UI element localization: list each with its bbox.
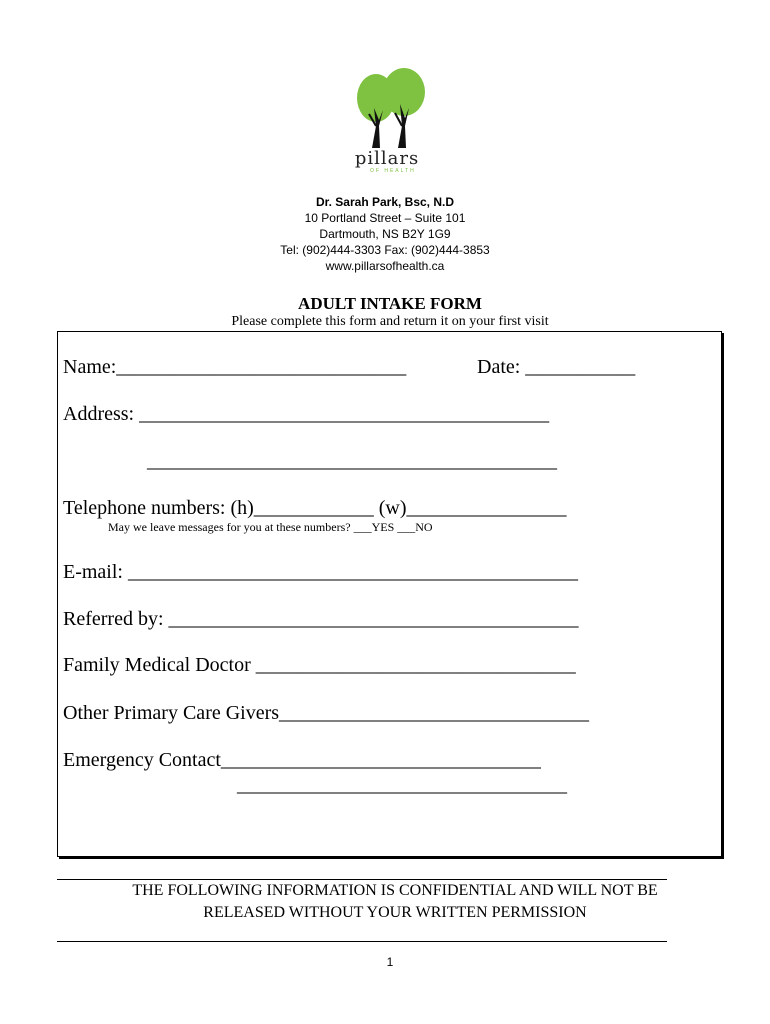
emergency-contact-field[interactable]: Emergency Contact________________________________ bbox=[63, 749, 541, 771]
form-subtitle: Please complete this form and return it on your first visit bbox=[231, 314, 549, 329]
logo-tagline: OF HEALTH bbox=[370, 168, 416, 174]
date-field[interactable]: Date: ___________ bbox=[477, 356, 636, 378]
phone-fax: Tel: (902)444-3303 Fax: (902)444-3853 bbox=[280, 243, 490, 257]
emergency-contact-line-2[interactable]: _________________________________ bbox=[237, 774, 567, 796]
pillars-logo bbox=[352, 68, 428, 174]
website-link[interactable]: www.pillarsofhealth.ca bbox=[325, 259, 445, 273]
contact-block bbox=[0, 194, 770, 274]
family-doctor-field[interactable]: Family Medical Doctor ________________________________ bbox=[63, 654, 576, 676]
messages-question[interactable]: May we leave messages for you at these numbers? ___YES ___NO bbox=[108, 520, 433, 534]
telephone-field[interactable]: Telephone numbers: (h)____________ (w)________________ bbox=[63, 497, 567, 519]
city-address: Dartmouth, NS B2Y 1G9 bbox=[319, 227, 451, 241]
page-number: 1 bbox=[386, 955, 394, 969]
name-field[interactable]: Name:_____________________________ bbox=[63, 356, 407, 378]
two-trees-icon bbox=[352, 68, 428, 150]
logo-wordmark: pillars bbox=[354, 148, 420, 169]
confidential-notice bbox=[50, 880, 740, 924]
notice-line-2: RELEASED WITHOUT YOUR WRITTEN PERMISSION bbox=[203, 904, 587, 921]
other-care-field[interactable]: Other Primary Care Givers_______________________________ bbox=[63, 702, 590, 724]
notice-line-1: THE FOLLOWING INFORMATION IS CONFIDENTIAL AND WILL NOT BE bbox=[132, 882, 658, 899]
address-line-2[interactable]: _________________________________________ bbox=[147, 450, 557, 472]
form-title: ADULT INTAKE FORM bbox=[298, 294, 482, 313]
email-field[interactable]: E-mail: _____________________________________________ bbox=[63, 561, 578, 583]
street-address: 10 Portland Street – Suite 101 bbox=[304, 211, 466, 225]
address-field[interactable]: Address: _________________________________________ bbox=[63, 403, 550, 425]
divider-bottom bbox=[57, 941, 667, 942]
doctor-name: Dr. Sarah Park, Bsc, N.D bbox=[315, 195, 455, 209]
referred-by-field[interactable]: Referred by: _________________________________________ bbox=[63, 608, 579, 630]
